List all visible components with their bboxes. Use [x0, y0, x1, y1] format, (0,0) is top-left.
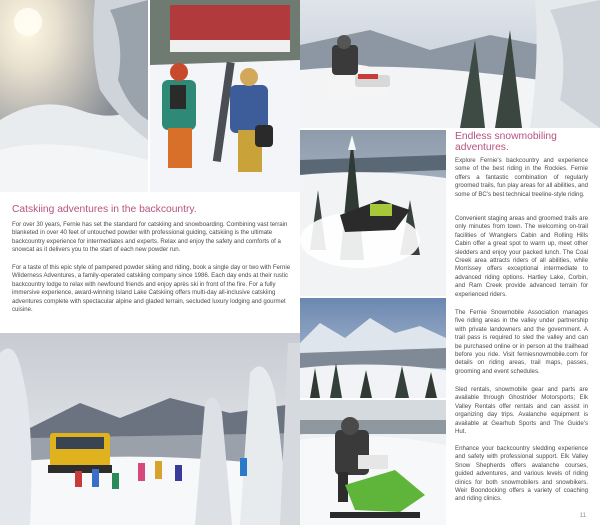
- photo-snowbike-rider: [300, 400, 446, 525]
- snowmobiling-paragraph-4: Sled rentals, snowmobile gear and parts are available through Ghostrider Motorsports; Elk Valley Rentals offer rentals and can assist in organizing day trips. Avalanche equipment is available at Gearhub Sports and The Guide's Hut.: [455, 386, 588, 436]
- photo-skiers-walking-with-gear: [150, 0, 300, 192]
- snowmobiling-paragraph-3: The Fernie Snowmobile Association manages five riding areas in the valley under partnership with private landowners and the government. A trail pass is required to sled the valley and can be purchased online or in person at the trailhead before you ride. Visit ferniesnowmobile.com for details on riding areas, trail maps, passes, grooming and event schedules.: [455, 309, 588, 375]
- snowmobiling-heading: [455, 131, 590, 153]
- snowmobiling-paragraph-1: Explore Fernie's backcountry and experience some of the best riding in the Rockies. Fernie offers a fantastic combination of regularly groomed trails, fun play areas for all abilities, and some of BC's best technical treeline-style riding.: [455, 157, 588, 198]
- catskiing-heading: Catskiing adventures in the backcountry.: [12, 204, 197, 215]
- snowmobiling-paragraph-2: Convenient staging areas and groomed trails are only minutes from town. The welcoming on-trail facilities of Wranglers Cabin and Rolling Hills Cabin offer a great spot to warm up, meet other sledders and enjoy your packed lunch. The Coal Creek area attracts riders of all abilities, while Morrissey offers exceptional intermediate to advanced riding options. Hartley Lake, Corbin, and Ram Creek provide advanced terrain for experienced riders.: [455, 215, 588, 298]
- photo-mountain-valley-view: [300, 298, 446, 398]
- page-number: 11: [579, 513, 586, 519]
- catskiing-paragraph-1: For over 30 years, Fernie has set the standard for catskiing and snowboarding. Combining vast terrain blanketed in over 40 feet of untouched powder with professional guiding, catskiing is the ultimate backcountry experience for intermediates and experts. Relax and enjoy the safety and comforts of a snowcat as it delivers you to the start of each new powder run.: [12, 221, 288, 254]
- photo-sunlit-snowy-trees: [0, 0, 148, 192]
- snowmobiling-heading-line-1: Endless snowmobiling: [455, 131, 557, 142]
- photo-snowmobiler-jumping: [300, 0, 600, 128]
- snowmobiling-paragraph-5: Enhance your backcountry sledding experience and safety with professional support. Elk Valley Snow Shepherds offers avalanche courses, guided adventures, and various levels of riding clinics for both snowmobilers and snowbikers. Weir Boondocking offers a variety of coaching and riding clinics.: [455, 445, 588, 503]
- photo-snowmobiler-in-powder: [300, 130, 446, 296]
- catskiing-paragraph-2: For a taste of this epic style of pampered powder skiing and riding, book a single day or two with Fernie Wilderness Adventures, a family-operated catskiing company since 1986. Each day ends at their rustic backcountry lodge to relax with newfound friends and enjoy après ski in front of the fire. For a fully immersive experience, award-winning Island Lake Catskiing offers multi-day all-inclusive catskiing adventures complete with spectacular alpine and gladed terrain, secluded luxury lodging and gourmet cuisine.: [12, 264, 291, 314]
- photo-snowcat-group-in-snowy-forest: [0, 333, 300, 525]
- snowmobiling-heading-line-2: adventures.: [455, 142, 509, 153]
